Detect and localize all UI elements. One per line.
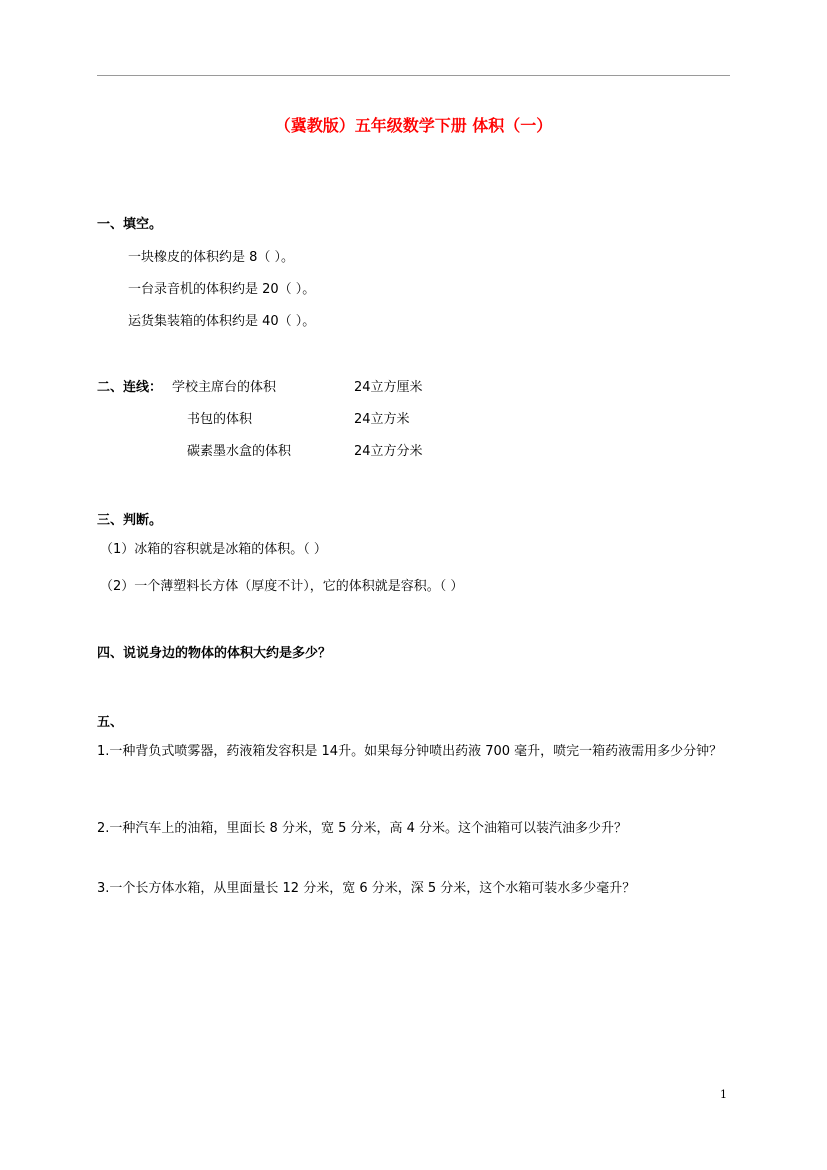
match-right-2: 24立方米 (354, 412, 410, 427)
fill-item-2: 一台录音机的体积约是 20（ ）。 (128, 282, 316, 297)
match-right-3: 24立方分米 (354, 444, 423, 459)
problem-3: 3.一个长方体水箱，从里面量长 12 分米，宽 6 分米，深 5 分米，这个水箱可装水多少毫升？ (97, 881, 636, 896)
section-3-heading: 三、判断。 (97, 513, 163, 528)
header-rule (97, 75, 730, 76)
match-left-1: 学校主席台的体积 (172, 380, 277, 395)
page-number: 1 (720, 1088, 727, 1101)
section-4-heading: 四、说说身边的物体的体积大约是多少？ (97, 646, 332, 661)
section-5-heading: 五、 (97, 715, 124, 730)
match-left-3: 碳素墨水盒的体积 (187, 444, 292, 459)
fill-item-1: 一块橡皮的体积约是 8（ ）。 (128, 250, 295, 265)
problem-2: 2.一种汽车上的油箱，里面长 8 分米，宽 5 分米，高 4 分米。这个油箱可以装汽油多少升？ (97, 821, 628, 836)
section-2-heading: 二、连线： (97, 380, 163, 395)
judge-item-2: （2）一个薄塑料长方体（厚度不计），它的体积就是容积。（ ） (100, 579, 464, 594)
judge-item-1: （1）冰箱的容积就是冰箱的体积。（ ） (100, 542, 327, 557)
match-left-2: 书包的体积 (187, 412, 253, 427)
section-1-heading: 一、填空。 (97, 217, 163, 232)
fill-item-3: 运货集装箱的体积约是 40（ ）。 (128, 314, 316, 329)
document-title: （冀教版）五年级数学下册 体积（一） (274, 116, 553, 135)
match-right-1: 24立方厘米 (354, 380, 423, 395)
problem-1: 1.一种背负式喷雾器，药液箱发容积是 14升。如果每分钟喷出药液 700 毫升，喷完一箱药液需用多少分钟？ (97, 744, 723, 759)
